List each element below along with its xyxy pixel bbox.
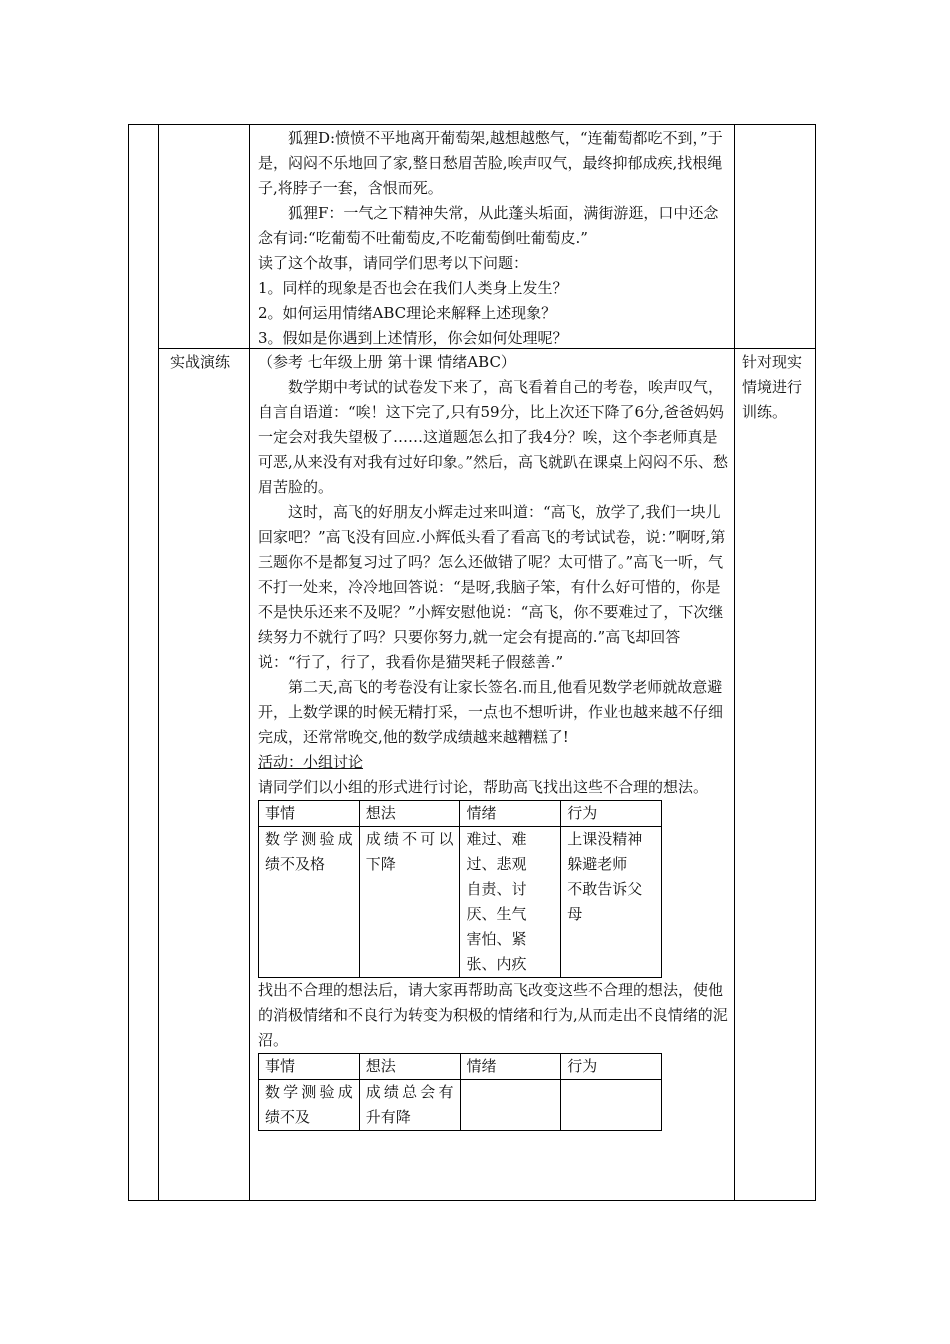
lesson-reference: （参考 七年级上册 第十课 情绪ABC） — [258, 353, 516, 371]
story-paragraph: 这时，高飞的好朋友小辉走过来叫道：“高飞，放学了,我们一块儿回家吧？”高飞没有回应.小辉低头看了看高飞的考试试卷，说：”啊呀,第三题你不是都复习过了吗？怎么还做错了呢？太可惜了。”高飞一听，气不打一处来，冷冷地回答说：“是呀,我脑子笨，有什么好可惜的，你是不是快乐还来不及呢？”小辉安慰他说：“高飞，你不要难过了，下次继续努力不就行了吗？只要你努力,就一定会有提高的.”高飞却回答说：“行了，行了，我看你是猫哭耗子假慈善.” — [258, 503, 726, 671]
question-item: 3。假如是你遇到上述情形，你会如何处理呢？ — [258, 329, 568, 347]
behavior-cell — [561, 827, 662, 978]
emotion-line: 自责、讨厌、生气 — [466, 880, 527, 923]
transition-paragraph: 找出不合理的想法后，请大家再帮助高飞改变这些不合理的想法，使他的消极情绪和不良行为转变为积极的情绪和行为,从而走出不良情绪的泥沼。 — [258, 981, 728, 1049]
behavior-line: 躲避老师 — [567, 855, 628, 873]
table-border-top — [128, 124, 816, 125]
abc-table-1 — [258, 800, 662, 978]
table-border-right — [815, 124, 816, 1201]
lesson-plan-table — [128, 124, 816, 1201]
behavior-cell — [561, 1080, 662, 1131]
header-cell: 行为 — [561, 801, 662, 827]
emotion-line: 害怕、紧张、内疚 — [466, 930, 527, 973]
table-border-col2 — [249, 124, 250, 1201]
table-row — [259, 827, 662, 978]
table-header-row — [259, 1054, 662, 1080]
table-border-bottom — [128, 1200, 816, 1201]
question-item: 2。如何运用情绪ABC理论来解释上述现象？ — [258, 304, 557, 322]
header-cell: 情绪 — [460, 801, 561, 827]
header-cell: 事情 — [259, 1054, 360, 1080]
header-cell: 想法 — [359, 1054, 460, 1080]
activity-prompt: 请同学们以小组的形式进行讨论，帮助高飞找出这些不合理的想法。 — [258, 778, 709, 796]
section-label: 实战演练 — [170, 353, 231, 371]
behavior-line: 不敢告诉父母 — [567, 880, 643, 923]
emotion-cell — [460, 1080, 561, 1131]
fox-f-paragraph: 狐狸F：一气之下精神失常，从此蓬头垢面，满街游逛，口中还念念有词:“吃葡萄不吐葡萄皮,不吃葡萄倒吐葡萄皮.” — [258, 204, 719, 247]
event-cell: 数学测验成绩不及格 — [259, 827, 360, 978]
table-border-left — [128, 124, 129, 1201]
behavior-line: 上课没精神 — [567, 830, 643, 848]
header-cell: 事情 — [259, 801, 360, 827]
emotion-line: 难过、难过、悲观 — [466, 830, 527, 873]
question-prompt: 读了这个故事，请同学们思考以下问题： — [258, 254, 529, 272]
header-cell: 行为 — [561, 1054, 662, 1080]
thought-cell: 成绩不可以下降 — [359, 827, 460, 978]
header-cell: 想法 — [359, 801, 460, 827]
story-paragraph: 数学期中考试的试卷发下来了，高飞看着自己的考卷，唉声叹气，自言自语道：“唉！这下完了,只有59分，比上次还下降了6分,爸爸妈妈一定会对我失望极了……这道题怎么扣了我4分？唉，这个李老师真是可恶,从来没有对我有过好印象。”然后，高飞就趴在课桌上闷闷不乐、愁眉苦脸的。 — [258, 378, 728, 496]
practice-cell — [258, 350, 728, 1131]
event-cell: 数学测验成绩不及 — [259, 1080, 360, 1131]
question-item: 1。同样的现象是否也会在我们人类身上发生？ — [258, 279, 568, 297]
header-cell: 情绪 — [460, 1054, 561, 1080]
table-row — [259, 1080, 662, 1131]
story-cell — [258, 126, 728, 351]
emotion-cell — [460, 827, 561, 978]
activity-title: 活动：小组讨论 — [258, 753, 364, 771]
section-purpose: 针对现实情境进行训练。 — [742, 353, 803, 421]
fox-d-paragraph: 狐狸D:愤愤不平地离开葡萄架,越想越憋气，“连葡萄都吃不到，”于是，闷闷不乐地回了家,整日愁眉苦脸,唉声叹气，最终抑郁成疾,找根绳子,将脖子一套，含恨而死。 — [258, 129, 723, 197]
table-header-row — [259, 801, 662, 827]
table-border-col3 — [734, 124, 735, 1201]
abc-table-2 — [258, 1053, 662, 1131]
table-border-col1 — [158, 124, 159, 1201]
story-paragraph: 第二天,高飞的考卷没有让家长签名.而且,他看见数学老师就故意避开，上数学课的时候无精打采，一点也不想听讲，作业也越来越不仔细完成，还常常晚交,他的数学成绩越来越糟糕了! — [258, 678, 724, 746]
thought-cell: 成绩总会有升有降 — [359, 1080, 460, 1131]
